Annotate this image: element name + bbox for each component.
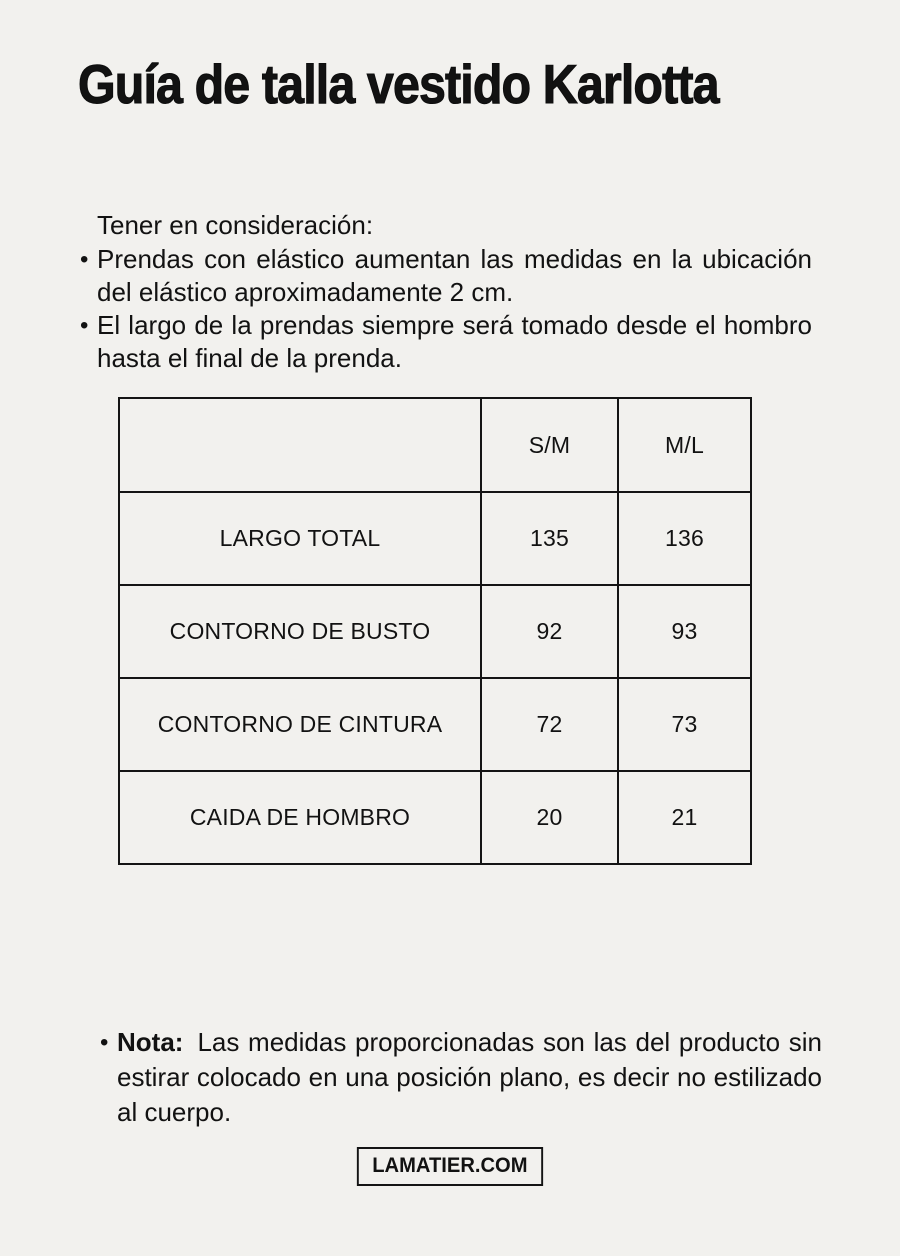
table-row xyxy=(119,492,751,585)
table-header-row xyxy=(119,398,751,492)
page-title: Guía de talla vestido Karlotta xyxy=(78,53,719,115)
bullet-icon: • xyxy=(80,312,89,339)
considerations-section xyxy=(80,209,812,375)
measurement-label: CONTORNO DE CINTURA xyxy=(119,678,481,771)
bullet-icon: • xyxy=(80,246,89,273)
consideration-text: El largo de la prendas siempre será tomado desde el hombro hasta el final de la prenda. xyxy=(97,310,812,373)
measurement-value-sm: 72 xyxy=(481,678,618,771)
table-header-sm: S/M xyxy=(481,398,618,492)
size-table xyxy=(118,397,752,865)
note-item xyxy=(100,1025,822,1130)
table-header-ml: M/L xyxy=(618,398,751,492)
footer xyxy=(0,1147,900,1186)
measurement-label: CAIDA DE HOMBRO xyxy=(119,771,481,864)
measurement-value-ml: 93 xyxy=(618,585,751,678)
table-row xyxy=(119,585,751,678)
table-row xyxy=(119,771,751,864)
size-guide-page xyxy=(0,53,900,1256)
considerations-list xyxy=(80,243,812,375)
list-item xyxy=(80,243,812,309)
measurement-label: LARGO TOTAL xyxy=(119,492,481,585)
measurement-value-sm: 135 xyxy=(481,492,618,585)
note-text-block xyxy=(117,1025,822,1130)
note-text: Las medidas proporcionadas son las del producto sin estirar colocado en una posición plano, es decir no estilizado al cuerpo. xyxy=(117,1027,822,1127)
consideration-text: Prendas con elástico aumentan las medidas en la ubicación del elástico aproximadamente 2 cm. xyxy=(97,244,812,307)
brand-badge: LAMATIER.COM xyxy=(357,1147,543,1186)
measurement-label: CONTORNO DE BUSTO xyxy=(119,585,481,678)
measurement-value-ml: 73 xyxy=(618,678,751,771)
table-header-empty xyxy=(119,398,481,492)
considerations-heading: Tener en consideración: xyxy=(97,210,374,240)
measurement-value-sm: 20 xyxy=(481,771,618,864)
measurement-value-ml: 21 xyxy=(618,771,751,864)
note-section xyxy=(100,1025,822,1130)
note-label: Nota: xyxy=(117,1027,184,1057)
measurement-value-ml: 136 xyxy=(618,492,751,585)
measurement-value-sm: 92 xyxy=(481,585,618,678)
list-item xyxy=(80,309,812,375)
table-row xyxy=(119,678,751,771)
bullet-icon: • xyxy=(100,1029,109,1056)
